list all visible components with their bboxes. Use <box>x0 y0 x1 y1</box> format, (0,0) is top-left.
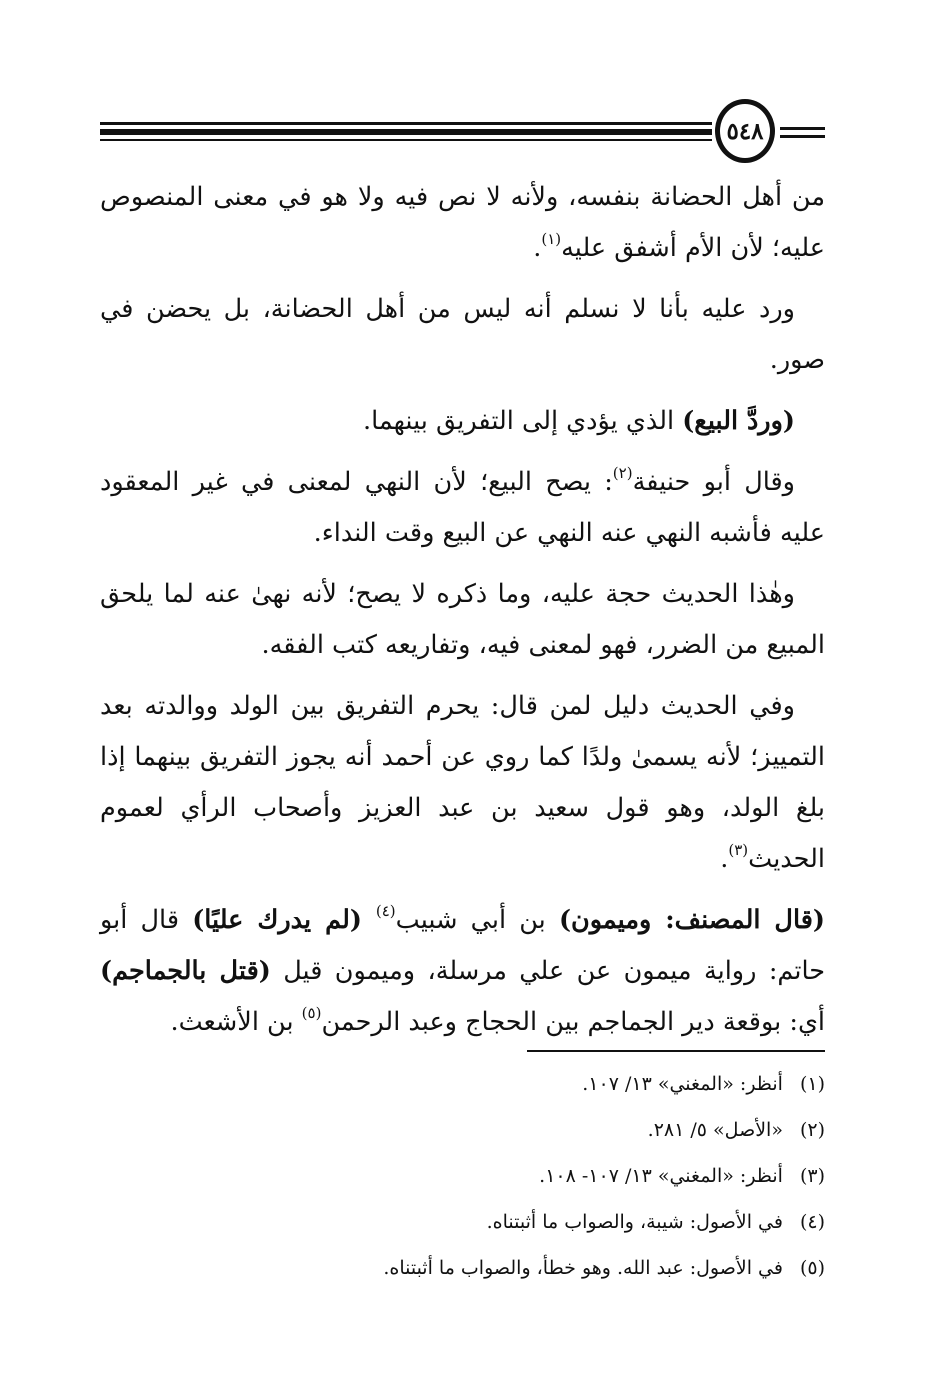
paragraph <box>100 681 825 885</box>
footnote-number: (٢) <box>799 1119 825 1141</box>
footnote <box>150 1153 825 1199</box>
matn-quote: (قال المصنف: وميمون) <box>558 905 825 935</box>
paragraph-text: . <box>533 233 542 263</box>
paragraph-text: وهٰذا الحديث حجة عليه، وما ذكره لا يصح؛ لأنه نهىٰ عنه لما يلحق المبيع من الضرر، فهو لمعنى فيه، وتفاريعه كتب الفقه. <box>100 579 825 660</box>
footnote <box>150 1061 825 1107</box>
matn-quote: (وردَّ البيع) <box>682 406 795 436</box>
footnote <box>150 1107 825 1153</box>
footnote-text: أنظر: «المغني» ١٣/ ١٠٧. <box>582 1073 783 1095</box>
footnotes <box>150 1061 825 1291</box>
footnote-text: في الأصول: عبد الله. وهو خطأ، والصواب ما أثبتناه. <box>383 1257 783 1279</box>
header-rule <box>100 129 712 135</box>
paragraph-text: : يصح البيع؛ لأن النهي لمعنى في غير المعقود عليه فأشبه النهي عنه النهي عن البيع وقت النداء. <box>100 467 825 548</box>
page-number: ٥٤٨ <box>715 99 775 163</box>
paragraph-text: قال أبو حاتم: رواية ميمون عن علي مرسلة، وميمون قيل <box>100 905 826 986</box>
header-rule <box>100 122 712 125</box>
footnote <box>150 1245 825 1291</box>
header-rule <box>780 135 825 138</box>
paragraph-text: بن أبي شبيب <box>395 905 559 935</box>
footnote-text: في الأصول: شيبة، والصواب ما أثبتناه. <box>486 1211 783 1233</box>
footnote <box>150 1199 825 1245</box>
page-header <box>100 96 825 172</box>
main-text <box>100 172 825 1058</box>
footnote-separator <box>527 1050 825 1052</box>
paragraph-text: وفي الحديث دليل لمن قال: يحرم التفريق بين الولد ووالدته بعد التمييز؛ لأنه يسمىٰ ولدًا كما روي عن أحمد أنه يجوز التفريق بينهما إذا بلغ الولد، وهو قول سعيد بن عبد العزيز وأصحاب الرأي لعموم الحديث <box>100 691 825 874</box>
paragraph-text: من أهل الحضانة بنفسه، ولأنه لا نص فيه ولا هو في معنى المنصوص عليه؛ لأن الأم أشفق عليه <box>100 182 825 263</box>
matn-quote: (لم يدرك عليًا) <box>192 905 376 935</box>
footnote-text: أنظر: «المغني» ١٣/ ١٠٧- ١٠٨. <box>539 1165 783 1187</box>
footnote-number: (١) <box>799 1073 825 1095</box>
footnote-number: (٣) <box>799 1165 825 1187</box>
footnote-ref: (١) <box>541 230 562 248</box>
paragraph-text: وقال أبو حنيفة <box>632 467 795 497</box>
footnote-text: «الأصل» ٥/ ٢٨١. <box>647 1119 783 1141</box>
paragraph-text: الذي يؤدي إلى التفريق بينهما. <box>363 406 683 436</box>
paragraph-text: بن الأشعث. <box>170 1007 302 1037</box>
footnote-ref: (٢) <box>612 464 633 482</box>
footnote-number: (٥) <box>799 1257 825 1279</box>
paragraph <box>100 457 825 559</box>
header-rule <box>780 127 825 130</box>
paragraph <box>100 569 825 671</box>
paragraph <box>100 396 825 447</box>
paragraph-text: ورد عليه بأنا لا نسلم أنه ليس من أهل الحضانة، بل يحضن في صور. <box>100 294 825 375</box>
paragraph <box>100 172 825 274</box>
matn-quote: (قتل بالجماجم) <box>100 956 271 986</box>
footnote-ref: (٥) <box>301 1004 322 1022</box>
footnote-ref: (٣) <box>728 841 749 859</box>
paragraph <box>100 895 825 1048</box>
paragraph <box>100 284 825 386</box>
footnote-number: (٤) <box>799 1211 825 1233</box>
header-rule <box>100 139 712 141</box>
paragraph-text: . <box>720 844 729 874</box>
paragraph-text: أي: بوقعة دير الجماجم بين الحجاج وعبد الرحمن <box>321 1007 825 1037</box>
footnote-ref: (٤) <box>375 902 396 920</box>
